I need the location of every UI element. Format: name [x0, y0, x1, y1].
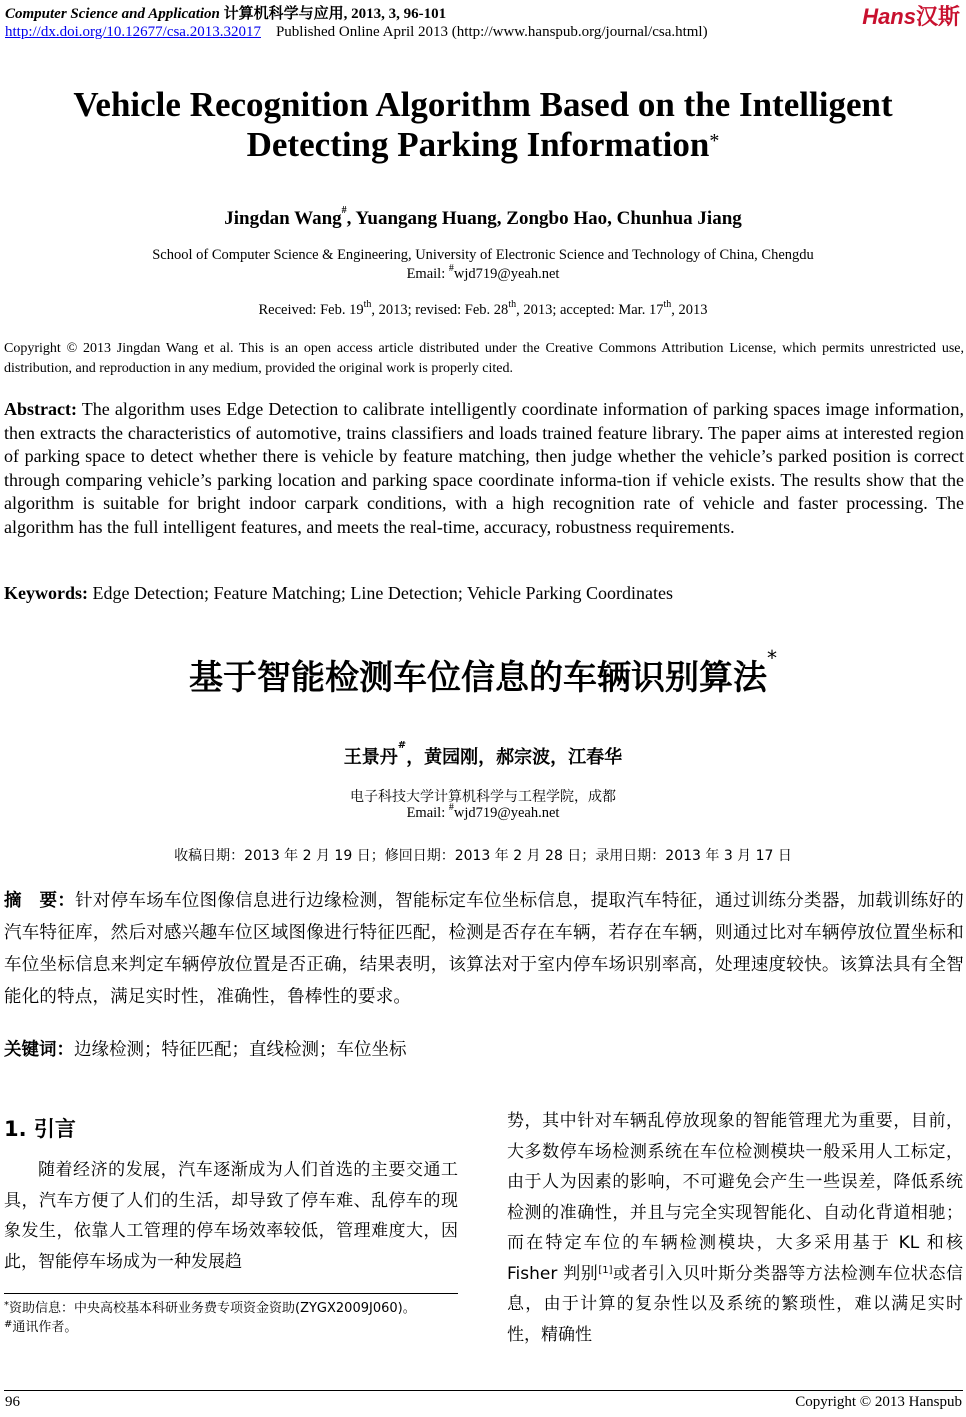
keywords-en: Keywords: Edge Detection; Feature Matching; Line Detection; Vehicle Parking Coordinates	[4, 583, 673, 603]
dates-en: Received: Feb. 19th, 2013; revised: Feb. 28th, 2013; accepted: Mar. 17th, 2013	[258, 299, 708, 318]
doi-line	[5, 24, 708, 41]
footer-divider	[4, 1390, 963, 1391]
footer-copyright: Copyright © 2013 Hanspub	[795, 1394, 962, 1410]
body-column-right: 势，其中针对车辆乱停放现象的智能管理尤为重要，目前，大多数停车场检测系统在车位检测模块一般采用人工标定，由于人为因素的影响，不可避免会产生一些误差，降低系统检测的准确性，并且与完全实现智能化、自动化背道相驰；而在特定车位的车辆检测模块，大多采用基于 KL 和核 Fisher 判别[1]或者引入贝叶斯分类器等方法检测车位状态信息，由于计算的复杂性以及系统的繁琐性，难以满足实时性，精确性	[507, 1111, 964, 1345]
doi-link[interactable]: http://dx.doi.org/10.12677/csa.2013.32017	[5, 24, 261, 40]
email-cn: Email: #wjd719@yeah.net	[406, 802, 560, 821]
body-column-left: 随着经济的发展，汽车逐渐成为人们首选的主要交通工具，汽车方便了人们的生活，却导致了停车难、乱停车的现象发生，依靠人工管理的停车场效率较低，管理难度大，因此，智能停车场成为一种发展趋	[4, 1160, 458, 1272]
journal-header	[5, 2, 446, 23]
abstract-en: Abstract: The algorithm uses Edge Detection to calibrate intelligently coordinate information of parking spaces image information, then extracts the characteristics of automotive, trains classifiers and loads trained feature library. The paper aims at interested region of parking space to detect whether there is vehicle by feature matching, then judge whether the vehicle’s parked position is correct through comparing vehicle’s parking location and parking space coordinate informa-tion if vehicle exists. The results show that the algorithm is suitable for bright indoor carpark conditions, with a high recognition rate of vehicle and faster processing. The algorithm has the full intelligent features, and meets the real-time, accuracy, robustness requirements.	[4, 399, 964, 537]
published-online: Published Online April 2013 (http://www.hanspub.org/journal/csa.html)	[275, 24, 708, 40]
affiliation-en: School of Computer Science & Engineering, University of Electronic Science and Technology of China, Chengdu	[152, 247, 814, 263]
affiliation-cn: 电子科技大学计算机科学与工程学院，成都	[350, 789, 616, 805]
footnote-funding: *资助信息：中央高校基本科研业务费专项资金资助(ZYGX2009J060)。	[4, 1300, 416, 1316]
page-number: 96	[5, 1394, 20, 1410]
section-heading-introduction: 1. 引言	[4, 1117, 76, 1141]
paper-title-en: Vehicle Recognition Algorithm Based on the Intelligent Detecting Parking Information*	[73, 85, 893, 164]
journal-issue: , 2013, 3, 96-101	[343, 6, 447, 22]
hans-logo: Hans汉斯	[862, 4, 960, 29]
footnotes	[4, 1299, 458, 1337]
footnote-divider	[4, 1293, 458, 1294]
authors-en: Jingdan Wang#, Yuangang Huang, Zongbo Hao, Chunhua Jiang	[224, 205, 742, 229]
abstract-cn: 摘 要：针对停车场车位图像信息进行边缘检测，智能标定车位坐标信息，提取汽车特征，通过训练分类器，加载训练好的汽车特征库，然后对感兴趣车位区域图像进行特征匹配，检测是否存在车辆，若存在车辆，则通过比对车辆停放位置坐标和车位坐标信息来判定车辆停放位置是否正确，结果表明，该算法对于室内停车场识别率高，处理速度较快。该算法具有全智能化的特点，满足实时性，准确性，鲁棒性的要求。	[4, 891, 964, 1007]
dates-cn: 收稿日期：2013 年 2 月 19 日；修回日期：2013 年 2 月 28 日；录用日期：2013 年 3 月 17 日	[174, 848, 792, 864]
citation-ref[interactable]: [1]	[598, 1264, 613, 1276]
journal-name-cn: 计算机科学与应用	[223, 6, 344, 22]
email-en: Email: #wjd719@yeah.net	[406, 263, 560, 282]
authors-cn: 王景丹#，黄园刚，郝宗波，江春华	[343, 740, 623, 768]
footnote-corresponding: #通讯作者。	[4, 1319, 78, 1335]
copyright-notice: Copyright © 2013 Jingdan Wang et al. This is an open access article distributed under the Creative Commons Attribution License, which permits unrestricted use, distribution, and reproduction in any medium, provided the original work is properly cited.	[4, 341, 964, 376]
paper-title-cn: 基于智能检测车位信息的车辆识别算法*	[189, 646, 777, 698]
keywords-cn: 关键词：边缘检测；特征匹配；直线检测；车位坐标	[4, 1040, 407, 1060]
journal-name-en: Computer Science and Application	[5, 6, 220, 22]
